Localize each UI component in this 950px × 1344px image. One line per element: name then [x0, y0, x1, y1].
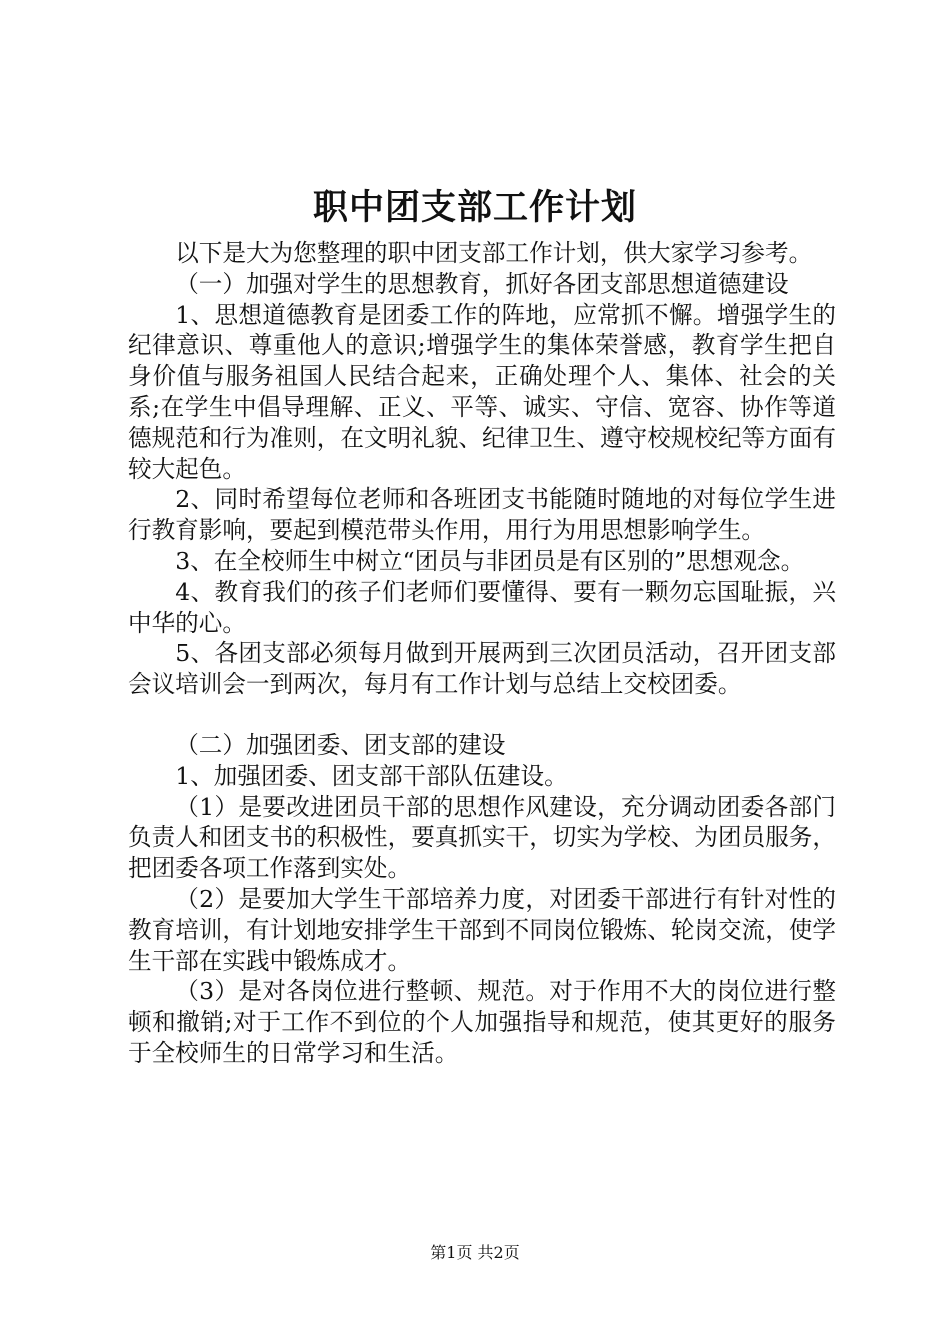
section-one-item-1: 1、思想道德教育是团委工作的阵地，应常抓不懈。增强学生的纪律意识、尊重他人的意识;增强学生的集体荣誉感，教育学生把自身价值与服务祖国人民结合起来，正确处理个人、集体、社会的关系;在学生中倡导理解、正义、平等、诚实、守信、宽容、协作等道德规范和行为准则，在文明礼貌、纪律卫生、遵守校规校纪等方面有较大起色。	[128, 300, 836, 483]
section-two-heading: （二）加强团委、团支部的建设	[175, 730, 506, 759]
intro-paragraph: 以下是大为您整理的职中团支部工作计划，供大家学习参考。	[175, 239, 813, 267]
document-title: 职中团支部工作计划	[312, 187, 637, 228]
section-two-subitem-1: （1）是要改进团员干部的思想作风建设，充分调动团委各部门负责人和团支书的积极性，要真抓实干，切实为学校、为团员服务，把团委各项工作落到实处。	[128, 792, 836, 883]
section-one-item-2: 2、同时希望每位老师和各班团支书能随时随地的对每位学生进行教育影响，要起到模范带头作用，用行为用思想影响学生。	[128, 485, 836, 545]
section-two-subitem-3: （3）是对各岗位进行整顿、规范。对于作用不大的岗位进行整顿和撤销;对于工作不到位的个人加强指导和规范，使其更好的服务于全校师生的日常学习和生活。	[128, 977, 836, 1067]
section-two-item-1: 1、加强团委、团支部干部队伍建设。	[175, 761, 568, 790]
section-one-item-3: 3、在全校师生中树立“团员与非团员是有区别的”思想观念。	[175, 546, 805, 575]
document-body	[128, 238, 836, 1069]
section-one-item-4: 4、教育我们的孩子们老师们要懂得、要有一颗勿忘国耻振，兴中华的心。	[128, 577, 836, 637]
section-two-subitem-2: （2）是要加大学生干部培养力度，对团委干部进行有针对性的教育培训，有计划地安排学生干部到不同岗位锻炼、轮岗交流，使学生干部在实践中锻炼成才。	[128, 884, 836, 975]
section-one-heading: （一）加强对学生的思想教育，抓好各团支部思想道德建设	[175, 269, 789, 298]
page-number-footer: 第1页 共2页	[430, 1243, 520, 1262]
section-one-item-5: 5、各团支部必须每月做到开展两到三次团员活动，召开团支部会议培训会一到两次，每月有工作计划与总结上交校团委。	[128, 639, 836, 699]
